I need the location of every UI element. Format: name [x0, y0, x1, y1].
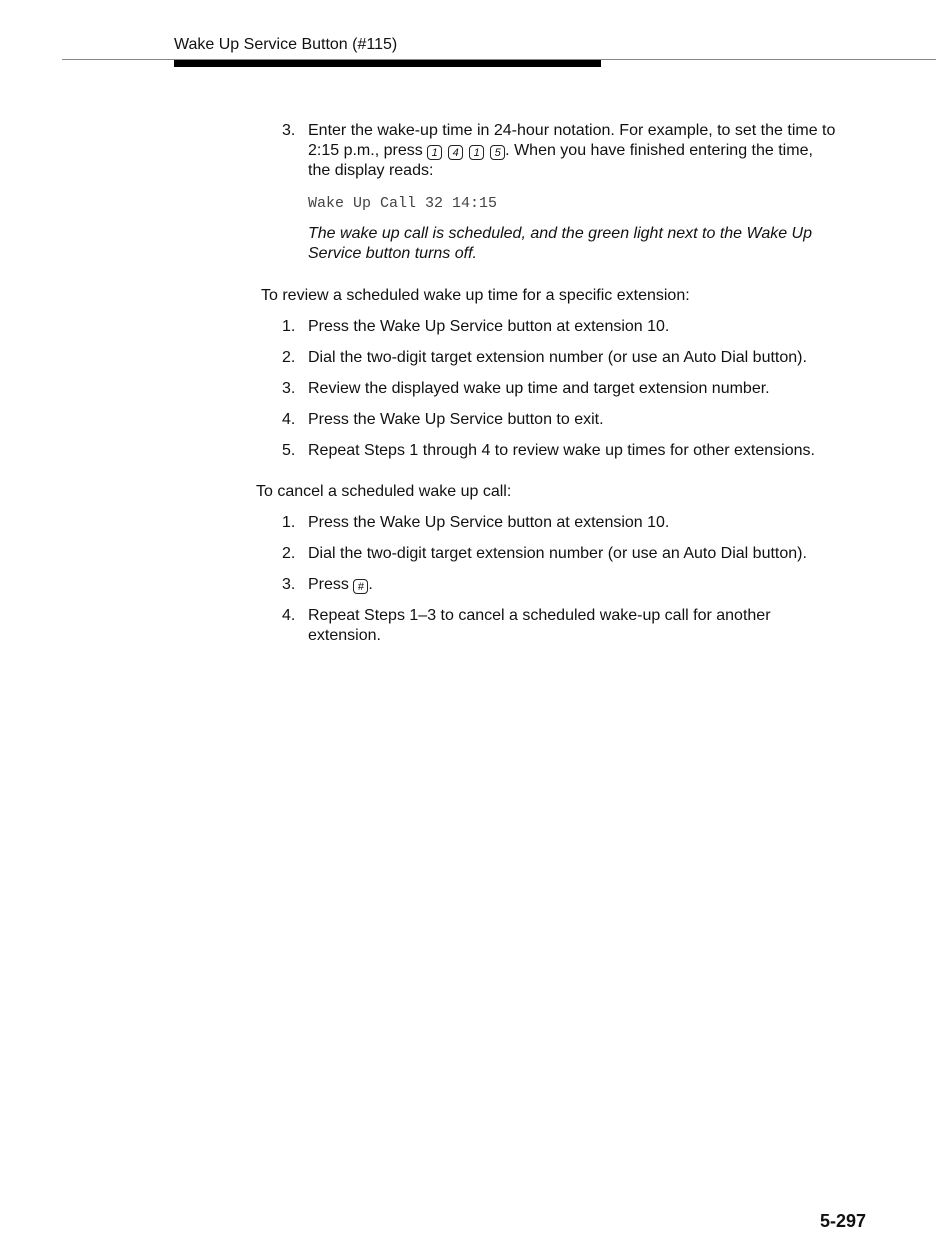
step-text: Press the Wake Up Service button to exit. [308, 411, 604, 428]
step-number: 1. [282, 514, 296, 531]
step-text-end: . [368, 576, 373, 593]
cancel-intro: To cancel a scheduled wake up call: [256, 483, 512, 500]
dial-key-pound-icon: # [353, 579, 368, 594]
step-number: 4. [282, 607, 296, 624]
step-number: 5. [282, 442, 296, 459]
dial-key-1-icon: 1 [427, 145, 442, 160]
step-line: the display reads: [308, 162, 434, 179]
page-number: 5-297 [820, 1211, 867, 1231]
step-number: 3. [282, 380, 296, 397]
step-line: Enter the wake-up time in 24-hour notation. For example, to set the time to [308, 122, 836, 139]
step-text: Press the Wake Up Service button at extension 10. [308, 514, 670, 531]
running-header: Wake Up Service Button (#115) [174, 36, 398, 53]
step-number: 2. [282, 349, 296, 366]
step-text [308, 121, 878, 181]
step-line-start: 2:15 p.m., press [308, 142, 428, 159]
review-intro: To review a scheduled wake up time for a specific extension: [261, 287, 690, 304]
dial-key-5-icon: 5 [490, 145, 505, 160]
step-text [308, 575, 878, 595]
step-result: The wake up call is scheduled, and the green light next to the Wake Up Service button turns off. [308, 225, 813, 262]
step-text: Dial the two-digit target extension number (or use an Auto Dial button). [308, 545, 807, 562]
step-number: 1. [282, 318, 296, 335]
step-number: 4. [282, 411, 296, 428]
step-number: 2. [282, 545, 296, 562]
header-bar [174, 60, 601, 67]
dial-key-4-icon: 4 [448, 145, 463, 160]
step-line [308, 141, 878, 161]
display-readout: Wake Up Call 32 14:15 [308, 195, 498, 212]
dial-key-1-icon: 1 [469, 145, 484, 160]
step-number: 3. [282, 122, 296, 139]
step-number: 3. [282, 576, 296, 593]
step-text: Repeat Steps 1–3 to cancel a scheduled wake-up call for another extension. [308, 607, 771, 644]
step-text: Press the Wake Up Service button at extension 10. [308, 318, 670, 335]
step-text: Review the displayed wake up time and target extension number. [308, 380, 770, 397]
step-text-start: Press [308, 576, 354, 593]
step-line-end: . When you have finished entering the time, [505, 142, 813, 159]
step-text: Repeat Steps 1 through 4 to review wake up times for other extensions. [308, 442, 815, 459]
step-text: Dial the two-digit target extension number (or use an Auto Dial button). [308, 349, 807, 366]
